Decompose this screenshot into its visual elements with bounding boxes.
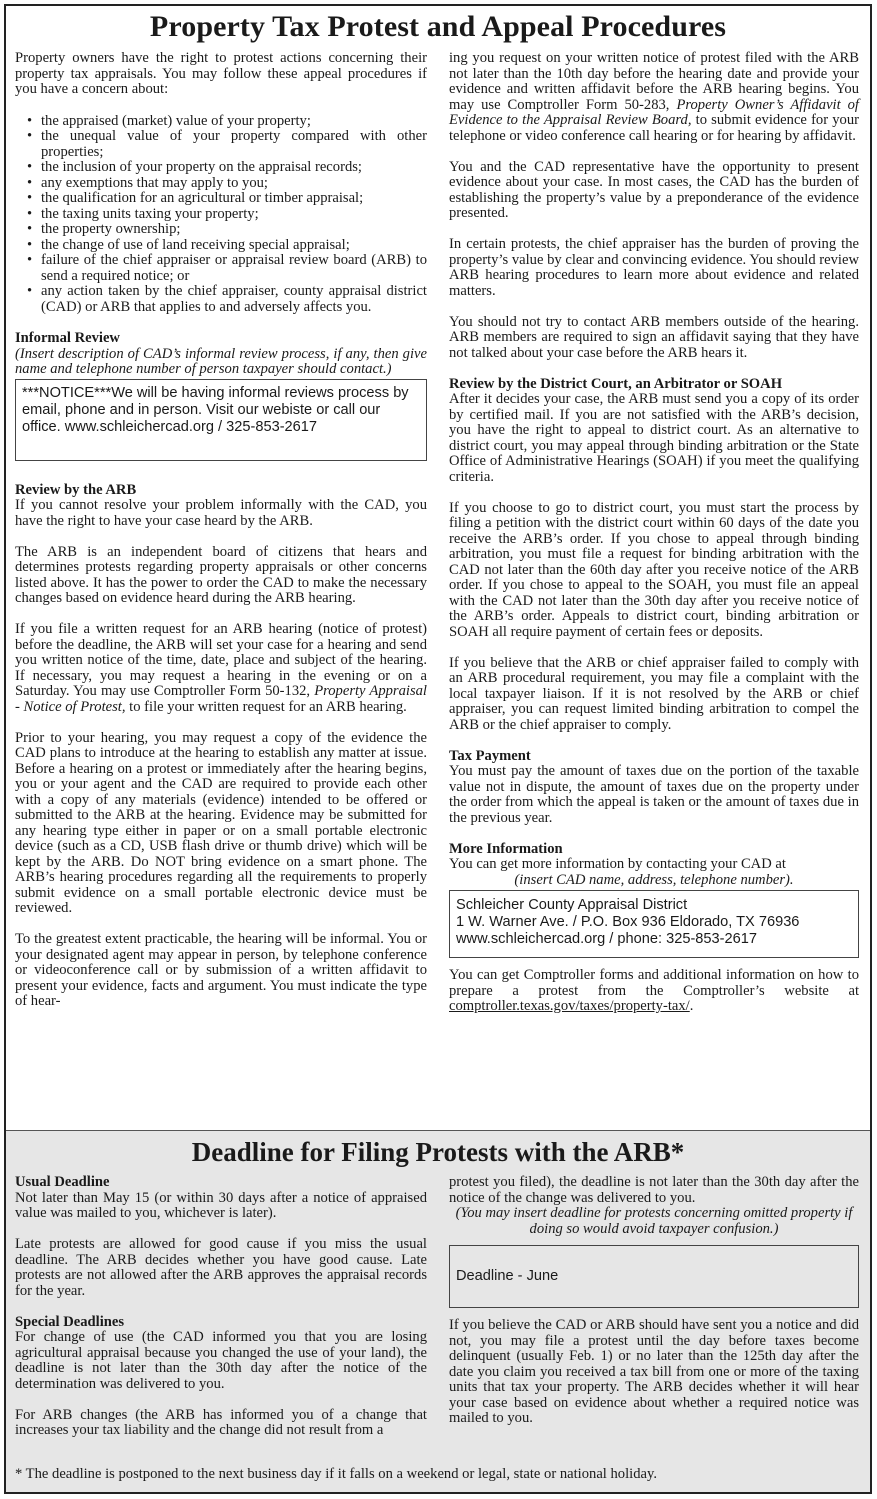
- concern-list-item: • the property ownership;: [15, 222, 427, 238]
- footnote: * The deadline is postponed to the next business day if it falls on a weekend or legal, state or national holiday.: [15, 1466, 657, 1482]
- document-page: [4, 4, 872, 1494]
- left-column: [15, 51, 427, 1010]
- court-heading: Review by the District Court, an Arbitrator or SOAH: [449, 375, 783, 392]
- concern-list-item: • the unequal value of your property compared with other properties;: [15, 129, 427, 160]
- comptroller-paragraph: [449, 968, 859, 1015]
- informal-review-notice-box: ***NOTICE***We will be having informal reviews process by email, phone and in person. Visit our webiste or call our office. www.schleichercad.org / 325-853-2617: [15, 379, 427, 461]
- concern-list-item: • any action taken by the chief appraiser, county appraisal district (CAD) or ARB that applies to and adversely affects you.: [15, 284, 427, 315]
- text-span: to submit evidence for your telephone or video conference call hearing or for hearing by affidavit.: [449, 112, 859, 144]
- comptroller-link[interactable]: comptroller.texas.gov/taxes/property-tax/: [449, 998, 690, 1014]
- text-span: to file your written request for an ARB hearing.: [129, 698, 407, 715]
- deadline-title: Deadline for Filing Protests with the ARB*: [191, 1137, 685, 1167]
- deadline-left-column: [15, 1175, 427, 1439]
- late-protests-paragraph: Late protests are allowed for good cause if you miss the usual deadline. The ARB decides whether you have good cause. Late protests are not allowed after the ARB approves the appraisal records for the year.: [15, 1236, 427, 1299]
- burden-paragraph: In certain protests, the chief appraiser has the burden of proving the property’s value by clear and convincing evidence. You should review ARB hearing procedures to learn more about evidence and related matters.: [449, 236, 859, 299]
- protest-procedures-section: [6, 6, 870, 1130]
- hearing-paragraph: [449, 51, 859, 144]
- intro-paragraph: Property owners have the right to protest actions concerning their property tax appraisals. You may follow these appeal procedures if you have a concern about:: [15, 50, 427, 97]
- informal-review-heading: Informal Review: [15, 330, 120, 346]
- review-arb-heading: Review by the ARB: [15, 481, 137, 498]
- cad-contact-box: [449, 890, 859, 958]
- text-span: ing you request on your written notice of protest filed with the ARB not later than the 10th day before the hearing date and provide your evidence and written affidavit before the ARB hearing begins. You may use Comptroller Form 50-283,: [449, 50, 859, 113]
- more-info-instruction: (insert CAD name, address, telephone number).: [514, 871, 794, 888]
- form-name: Property Appraisal - Notice of Protest,: [15, 683, 427, 715]
- court-paragraph: After it decides your case, the ARB must send you a copy of its order by certified mail. If you are not satisfied with the ARB’s decision, you have the right to appeal to district court. As an alternative to district court, you may appeal through binding arbitration or the State Office of Administrative Hearings (SOAH) if you meet the qualifying criteria.: [449, 391, 859, 485]
- deadline-section: [6, 1130, 870, 1492]
- cad-address: 1 W. Warner Ave. / P.O. Box 936 Eldorado, TX 76936: [456, 914, 800, 930]
- concern-list-item: • the change of use of land receiving special appraisal;: [15, 238, 427, 254]
- right-column: [449, 51, 859, 1015]
- tax-payment-paragraph: You must pay the amount of taxes due on the portion of the taxable value not in dispute, the amount of taxes due on the property under the order from which the appeal is taken or the amount of taxes due in the previous year.: [449, 763, 859, 826]
- informal-review-instruction: (Insert description of CAD’s informal review process, if any, then give name and telephone number of person taxpayer should contact.): [15, 345, 427, 377]
- tax-payment-heading: Tax Payment: [449, 747, 531, 764]
- text-span: You can get Comptroller forms and additional information on how to prepare a protest from the Comptroller’s website at: [449, 967, 859, 999]
- text-span: .: [689, 998, 694, 1014]
- concern-list-item: • the qualification for an agricultural or timber appraisal;: [15, 191, 427, 207]
- review-arb-paragraph: To the greatest extent practicable, the hearing will be informal. You or your designated agent may appear in person, by telephone conference or videoconference call or by submission of a written affidavit to present your evidence, facts and argument. You must indicate the type of hear-: [15, 931, 427, 1009]
- review-arb-paragraph: The ARB is an independent board of citizens that hears and determines protests regarding property appraisals or other concerns listed above. It has the power to order the CAD to make the necessary changes based on evidence heard during the ARB hearing.: [15, 543, 427, 606]
- more-info-paragraph: You can get more information by contacting your CAD at: [449, 856, 786, 872]
- usual-deadline-heading: Usual Deadline: [15, 1174, 110, 1190]
- special-deadlines-heading: Special Deadlines: [15, 1313, 125, 1330]
- omitted-property-instruction: (You may insert deadline for protests concerning omitted property if doing so would avoid taxpayer confusion.): [455, 1205, 853, 1237]
- deadline-input-box: Deadline - June: [449, 1245, 859, 1308]
- concern-list-item: • the inclusion of your property on the appraisal records;: [15, 160, 427, 176]
- arb-changes-continued: protest you filed), the deadline is not later than the 30th day after the notice of the change was delivered to you.: [449, 1174, 859, 1206]
- review-arb-paragraph: Prior to your hearing, you may request a copy of the evidence the CAD plans to introduce at the hearing to establish any matter at issue. Before a hearing on a protest or immediately after the hearing begins, you or your agent and the CAD are required to provide each other with a copy of any materials (evidence) intended to be offered or submitted to the ARB at the hearing. Evidence may be submitted for any hearing type either in paper or on a small portable electronic device (such as a CD, USB flash drive or thumb drive) which will be kept by the ARB. Do NOT bring evidence on a smart phone. The ARB’s hearing procedures regarding all the requirements to properly submit evidence on a small portable electronic device must be reviewed.: [15, 729, 427, 916]
- contact-members-paragraph: You should not try to contact ARB members outside of the hearing. ARB members are required to sign an affidavit saying that they have not talked about your case before the ARB hears it.: [449, 313, 859, 361]
- more-info-heading: More Information: [449, 840, 563, 857]
- usual-deadline-paragraph: Not later than May 15 (or within 30 days after a notice of appraised value was mailed to you, whichever is later).: [15, 1189, 427, 1221]
- concerns-list: [15, 114, 427, 316]
- court-paragraph: If you choose to go to district court, you must start the process by filing a petition with the district court within 60 days of the date you receive the ARB’s order. If you chose to appeal through binding arbitration, you must file a request for binding arbitration with the CAD not later than the 60th day after you receive notice of the ARB order. If you chose to appeal to the SOAH, you must file an appeal with the CAD not later than the 30th day after you receive notice of the ARB’s order. Appeals to district court, binding arbitration or SOAH all require payment of certain fees or deposits.: [449, 499, 859, 640]
- form-name: Property Owner’s Affidavit of Evidence to the Appraisal Review Board,: [449, 96, 859, 128]
- court-paragraph: If you believe that the ARB or chief appraiser failed to comply with an ARB procedural requirement, you may file a complaint with the local taxpayer liaison. If it is not resolved by the ARB or chief appraiser, you can request limited binding arbitration to compel the ARB or the chief appraiser to comply.: [449, 654, 859, 733]
- page-title: Property Tax Protest and Appeal Procedures: [149, 10, 727, 43]
- concern-list-item: • the taxing units taxing your property;: [15, 207, 427, 223]
- review-arb-paragraph: If you cannot resolve your problem informally with the CAD, you have the right to have your case heard by the ARB.: [15, 497, 427, 529]
- arb-changes-paragraph: For ARB changes (the ARB has informed you of a change that increases your tax liability and the change did not result from a: [15, 1406, 427, 1438]
- concern-list-item: • any exemptions that may apply to you;: [15, 176, 427, 192]
- cad-name: Schleicher County Appraisal District: [456, 897, 688, 913]
- text-span: If you file a written request for an ARB hearing (notice of protest) before the deadline, the ARB will set your case for a hearing and send you written notice of the time, date, place and subject of the hearing. If necessary, you may request a hearing in the evening or on a Saturday. You may use Comptroller Form 50-132,: [15, 621, 427, 699]
- concern-list-item: • failure of the chief appraiser or appraisal review board (ARB) to send a required notice; or: [15, 253, 427, 284]
- concern-list-item: • the appraised (market) value of your property;: [15, 114, 427, 130]
- deadline-right-column: [449, 1175, 859, 1427]
- notice-protest-paragraph: If you believe the CAD or ARB should have sent you a notice and did not, you may file a protest until the day before taxes become delinquent (usually Feb. 1) or no later than the 125th day after the date you claim you received a tax bill from one or more of the taxing units that tax your property. The ARB decides whether it will hear your case based on evidence about whether a required notice was mailed to you.: [449, 1317, 859, 1426]
- review-arb-paragraph: [15, 622, 427, 715]
- change-of-use-paragraph: For change of use (the CAD informed you that you are losing agricultural appraisal because you changed the use of your land), the deadline is not later than the 30th day after the notice of the determination was delivered to you.: [15, 1329, 427, 1392]
- cad-web-phone: www.schleichercad.org / phone: 325-853-2617: [456, 931, 757, 947]
- evidence-paragraph: You and the CAD representative have the opportunity to present evidence about your case. In most cases, the CAD has the burden of establishing the property’s value by a preponderance of the evidence presented.: [449, 158, 859, 221]
